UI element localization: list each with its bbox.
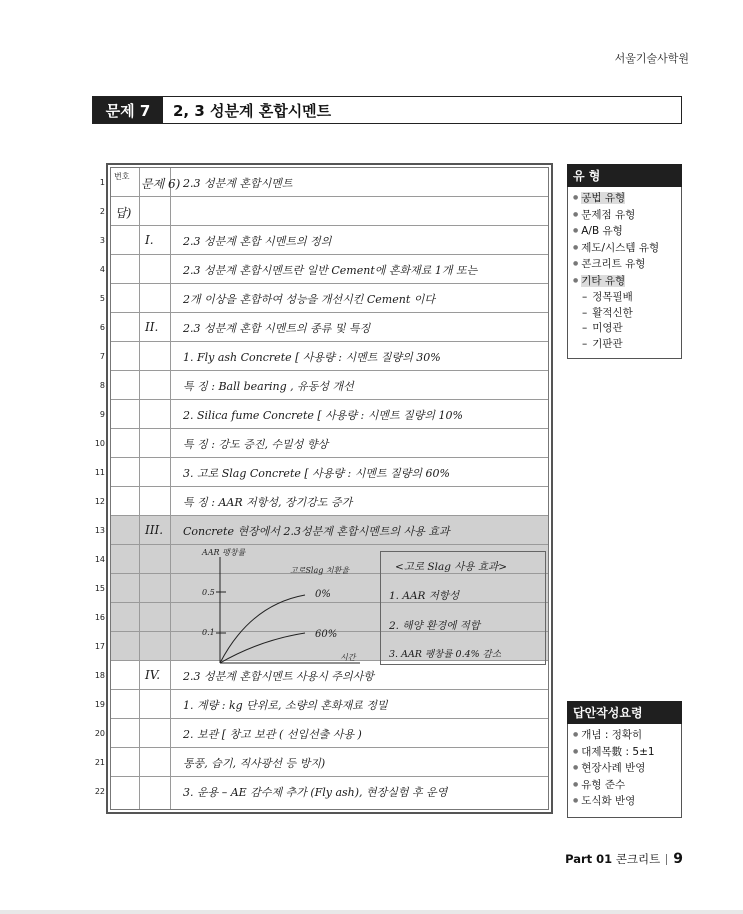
effect-item: 1. AAR 저항성 <box>389 590 460 602</box>
type-item <box>573 224 677 241</box>
handwritten-marker: I. <box>145 233 154 247</box>
type-label: 기타 유형 <box>581 274 626 287</box>
graph-ytick-lower: 0.1 <box>202 628 215 637</box>
page-number: 9 <box>673 851 683 867</box>
row-number: 2 <box>99 207 105 216</box>
answer-sheet-grid <box>94 167 549 810</box>
answer-tip-item: ● 유형 준수 <box>573 778 677 795</box>
row-number: 4 <box>99 265 105 274</box>
handwritten-line: 2.3 성분계 혼합시멘트 <box>183 177 293 190</box>
sheet-row <box>94 690 548 719</box>
column-header-number: 번호 <box>114 172 130 181</box>
type-item <box>573 257 677 274</box>
slag-effect-box <box>380 551 546 665</box>
row-number: 3 <box>99 236 105 245</box>
question-title-bar <box>92 96 682 124</box>
handwritten-marker: II. <box>145 320 159 334</box>
sheet-row <box>94 516 548 545</box>
type-label: 정목필배 <box>592 291 633 303</box>
graph-upper-label: 0% <box>315 589 331 600</box>
answer-tips-list <box>567 724 682 818</box>
row-number: 13 <box>94 526 105 535</box>
answer-tip-item: ● 도식화 반영 <box>573 794 677 811</box>
sheet-row <box>94 719 548 748</box>
sheet-row <box>99 168 548 197</box>
handwritten-line: Concrete 현장에서 2.3성분계 혼합시멘트의 사용 효과 <box>183 525 450 538</box>
type-label: A/B 유형 <box>581 225 623 237</box>
sheet-row <box>94 429 548 458</box>
type-item <box>573 274 677 291</box>
handwritten-line: 특 징 : Ball bearing , 유동성 개선 <box>183 380 354 393</box>
row-number: 17 <box>94 642 105 651</box>
type-label: 활적신한 <box>592 306 633 319</box>
answer-tip-item: ● 개념 : 정확히 <box>573 728 677 745</box>
sheet-row <box>99 313 548 342</box>
handwritten-line: 통풍, 습기, 직사광선 등 방지) <box>183 757 326 770</box>
type-label: 문제점 유형 <box>581 208 636 221</box>
row-number: 5 <box>99 294 105 303</box>
row-number: 10 <box>94 439 105 448</box>
row-number: 1 <box>99 178 105 187</box>
handwritten-marker: III. <box>145 523 164 537</box>
row-number: 19 <box>94 700 105 709</box>
graph-xlabel: 시간 <box>340 653 356 662</box>
graph-lower-label: 60% <box>315 629 338 640</box>
footer-separator <box>666 854 667 865</box>
answer-sheet <box>94 163 553 814</box>
type-label: 제도/시스템 유형 <box>581 241 660 254</box>
type-list <box>567 187 682 359</box>
sheet-row <box>99 400 548 429</box>
row-number: 16 <box>94 613 105 622</box>
handwritten-marker: 답) <box>115 206 132 220</box>
row-number: 6 <box>99 323 105 332</box>
answer-tip-item: ● 현장사례 반영 <box>573 761 677 778</box>
question-number: 문제 7 <box>93 97 163 123</box>
row-number: 12 <box>94 497 105 506</box>
answer-tips-title: 답안작성요령 <box>567 701 682 724</box>
effect-item: 2. 해양 환경에 적합 <box>389 620 481 632</box>
row-number: 18 <box>94 671 105 680</box>
handwritten-line: 2개 이상을 혼합하여 성능을 개선시킨 Cement 이다 <box>183 293 435 306</box>
graph-ytick-upper: 0.5 <box>202 588 215 597</box>
aar-expansion-graph <box>180 545 365 670</box>
curve-lower <box>220 633 305 663</box>
footer-section: 콘크리트 <box>615 852 661 866</box>
row-number: 8 <box>99 381 105 390</box>
graph-ylabel: AAR 팽창률 <box>202 548 246 557</box>
type-subitem <box>573 321 677 337</box>
row-number: 7 <box>99 352 105 361</box>
type-panel-title: 유 형 <box>567 164 682 187</box>
type-panel <box>567 164 682 359</box>
institute-name: 서울기술사학원 <box>614 52 689 65</box>
answer-tip-item: ● 대제목數 : 5±1 <box>573 745 677 762</box>
sheet-row <box>99 342 548 371</box>
answer-tips-panel <box>567 701 682 818</box>
sheet-row <box>99 255 548 284</box>
handwritten-line: 1. 계량 : kg 단위로, 소량의 혼화재료 정밀 <box>183 699 388 712</box>
handwritten-line: 1. Fly ash Concrete [ 사용량 : 시멘트 질량의 30% <box>183 351 441 364</box>
handwritten-line: 2.3 성분계 혼합시멘트란 일반 Cement에 혼화재료 1개 또는 <box>183 264 478 277</box>
bottom-rule <box>0 910 743 914</box>
handwritten-marker: IV. <box>145 668 161 682</box>
handwritten-line: 2.3 성분계 혼합 시멘트의 정의 <box>183 235 332 248</box>
sheet-row <box>99 226 548 255</box>
sheet-row <box>94 777 548 806</box>
type-label: 미영관 <box>592 322 623 334</box>
handwritten-line: 2.3 성분계 혼합 시멘트의 종류 및 특징 <box>183 322 371 335</box>
row-number: 9 <box>99 410 105 419</box>
sheet-row <box>99 371 548 400</box>
sheet-row <box>94 487 548 516</box>
type-item <box>573 191 677 208</box>
sheet-row <box>94 458 548 487</box>
handwritten-line: 2. 보관 [ 창고 보관 ( 선입선출 사용 ) <box>183 728 362 741</box>
type-subitem <box>573 306 677 322</box>
type-subitem <box>573 337 677 353</box>
handwritten-line: 3. 운용 – AE 감수제 추가 (Fly ash), 현장실험 후 운영 <box>183 786 448 799</box>
footer-part: Part 01 <box>565 852 613 866</box>
handwritten-line: 3. 고로 Slag Concrete [ 사용량 : 시멘트 질량의 60% <box>183 467 450 480</box>
type-label: 콘크리트 유형 <box>581 258 646 270</box>
row-number: 15 <box>94 584 105 593</box>
page-footer <box>565 851 683 867</box>
type-item <box>573 241 677 258</box>
question-title: 2, 3 성분계 혼합시멘트 <box>173 101 332 120</box>
graph-curve-label: 고로Slag 치환율 <box>290 566 350 575</box>
type-subitem <box>573 290 677 306</box>
handwritten-line: 특 징 : 강도 증진, 수밀성 향상 <box>183 438 329 451</box>
row-number: 20 <box>94 729 105 738</box>
type-label: 공법 유형 <box>581 192 626 204</box>
sheet-row <box>99 284 548 313</box>
type-label: 기판관 <box>592 337 623 350</box>
row-number: 22 <box>94 787 105 796</box>
curve-upper <box>220 595 305 663</box>
handwritten-line: 특 징 : AAR 저항성, 장기강도 증가 <box>183 496 353 509</box>
handwritten-marker: 문제 6) <box>141 177 181 191</box>
row-number: 14 <box>94 555 105 564</box>
type-item <box>573 208 677 225</box>
row-number: 21 <box>94 758 105 767</box>
sheet-row <box>99 197 548 226</box>
effect-box-title: <고로 Slag 사용 효과> <box>395 561 507 573</box>
sheet-row <box>94 748 548 777</box>
effect-item: 3. AAR 팽창률 0.4% 감소 <box>389 649 502 660</box>
handwritten-line: 2. Silica fume Concrete [ 사용량 : 시멘트 질량의 10% <box>183 409 463 422</box>
handwritten-line: 2.3 성분계 혼합시멘트 사용시 주의사항 <box>183 670 374 683</box>
row-number: 11 <box>94 468 105 477</box>
